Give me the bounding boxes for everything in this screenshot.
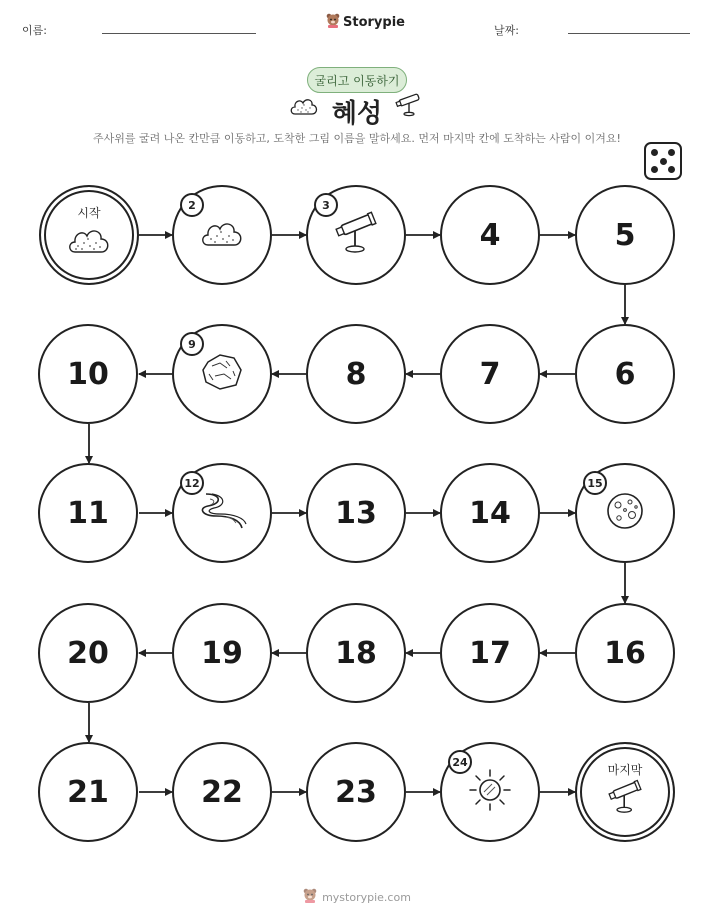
footer — [0, 888, 714, 907]
board-cell-11[interactable]: 11 — [38, 463, 138, 563]
board-cell-12[interactable] — [172, 463, 272, 563]
page-title: 혜성 — [331, 99, 383, 129]
board-cell-10[interactable]: 10 — [38, 324, 138, 424]
cell-number-badge: 12 — [180, 471, 204, 495]
board-cell-18[interactable]: 18 — [306, 603, 406, 703]
board-cell-19[interactable]: 19 — [172, 603, 272, 703]
finish-cell[interactable] — [575, 742, 675, 842]
cell-number-badge: 9 — [180, 332, 204, 356]
board-cell-14[interactable]: 14 — [440, 463, 540, 563]
board-cell-3[interactable] — [306, 185, 406, 285]
activity-badge: 굴리고 이동하기 — [307, 67, 407, 93]
rock-icon — [200, 352, 244, 396]
start-label: 시작 — [77, 206, 101, 220]
sun-icon — [466, 766, 514, 818]
finish-label: 마지막 — [607, 763, 643, 777]
board-cell-24[interactable] — [440, 742, 540, 842]
telescope-icon — [331, 211, 381, 259]
board-cell-2[interactable] — [172, 185, 272, 285]
cloud-icon — [199, 217, 245, 253]
ribbon-tail-icon — [196, 490, 248, 536]
date-label: 날짜: — [494, 24, 519, 37]
board-cell-8[interactable]: 8 — [306, 324, 406, 424]
instructions: 주사위를 굴려 나온 칸만큼 이동하고, 도착한 그림 이름을 말하세요. 먼저 마지막 칸에 도착하는 사람이 이겨요! — [93, 132, 621, 145]
board-cell-5[interactable]: 5 — [575, 185, 675, 285]
board-cell-13[interactable]: 13 — [306, 463, 406, 563]
cell-number-badge: 15 — [583, 471, 607, 495]
board-cell-15[interactable] — [575, 463, 675, 563]
board-cell-22[interactable]: 22 — [172, 742, 272, 842]
board-cell-21[interactable]: 21 — [38, 742, 138, 842]
board-cell-6[interactable]: 6 — [575, 324, 675, 424]
brand-name: Storypie — [343, 15, 405, 30]
board-cell-4[interactable]: 4 — [440, 185, 540, 285]
cell-number-badge: 2 — [180, 193, 204, 217]
board-cell-20[interactable]: 20 — [38, 603, 138, 703]
start-cell[interactable] — [39, 185, 139, 285]
board-cell-17[interactable]: 17 — [440, 603, 540, 703]
cell-number-badge: 24 — [448, 750, 472, 774]
telescope-icon — [605, 779, 645, 819]
board-cell-9[interactable] — [172, 324, 272, 424]
cell-number-badge: 3 — [314, 193, 338, 217]
board-cell-7[interactable]: 7 — [440, 324, 540, 424]
cloud-icon — [66, 224, 112, 260]
bear-icon — [303, 888, 317, 907]
board-cell-16[interactable]: 16 — [575, 603, 675, 703]
board-cell-23[interactable]: 23 — [306, 742, 406, 842]
moon-crater-icon — [605, 491, 645, 535]
name-label: 이름: — [22, 24, 47, 37]
footer-site: mystorypie.com — [322, 891, 411, 904]
